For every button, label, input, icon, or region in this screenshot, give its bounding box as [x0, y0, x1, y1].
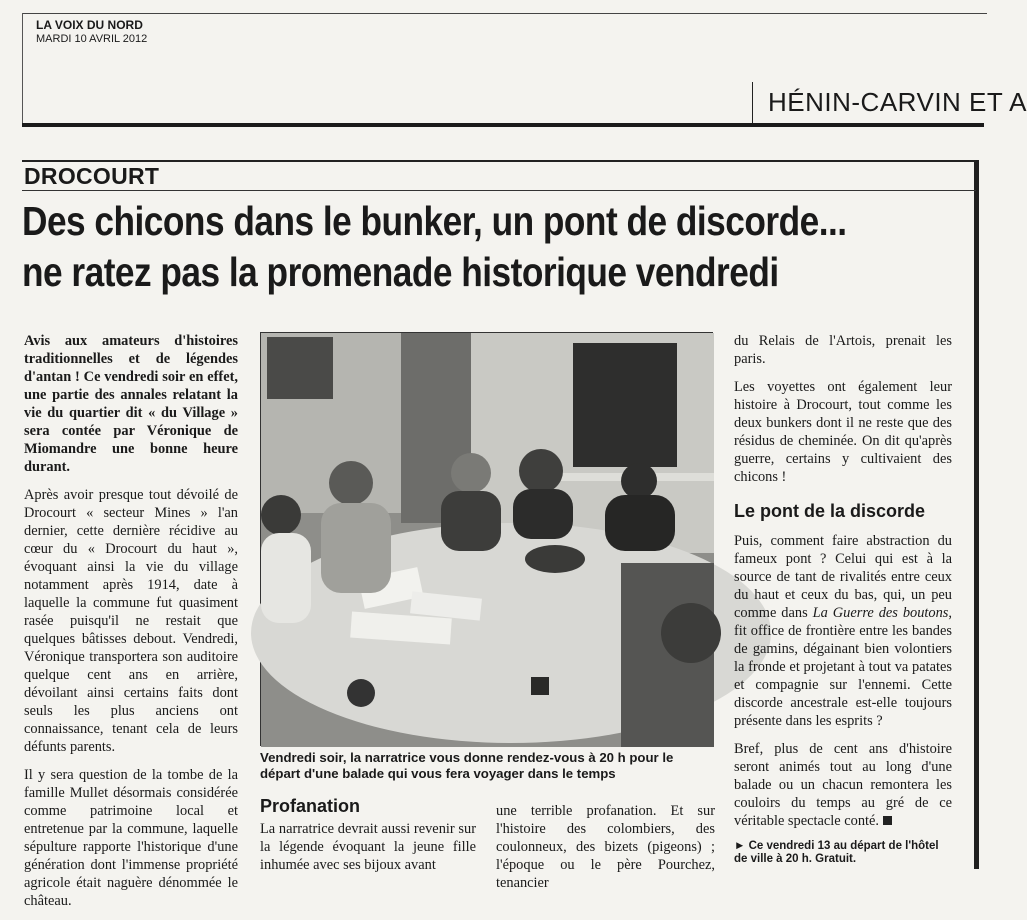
book-title: La Guerre des boutons — [812, 605, 949, 621]
kicker-rule-top — [22, 160, 976, 162]
photo-meeting-scene — [261, 333, 714, 747]
headline-line-2: ne ratez pas la promenade historique vendredi — [22, 249, 779, 295]
end-mark — [883, 816, 892, 825]
top-rule — [22, 13, 987, 14]
kicker-rule-bottom — [22, 190, 976, 191]
headline-line-1: Des chicons dans le bunker, un pont de discorde... — [22, 198, 847, 244]
left-rule — [22, 13, 23, 123]
right-column-bar — [974, 160, 979, 869]
subhead-profanation: Profanation — [260, 796, 361, 816]
photo-caption: Vendredi soir, la narratrice vous donne rendez-vous à 20 h pour le départ d'une balade qui vous fera voyager dans le temps — [260, 750, 674, 781]
photo — [260, 332, 713, 746]
subhead-pont: Le pont de la discorde — [734, 501, 926, 521]
masthead-date: MARDI 10 AVRIL 2012 — [36, 33, 148, 45]
headline — [22, 196, 847, 298]
practical-info: ► Ce vendredi 13 au départ de l'hôtel de ville à 20 h. Gratuit. — [734, 840, 939, 865]
column-2b: une terrible profanation. Et sur l'histoire des colombiers, des coulonneux, des bizets (pigeons) ; l'époque ou le père Pourchez, tenancier — [496, 803, 715, 891]
section-title: HÉNIN-CARVIN ET A — [768, 87, 1027, 117]
section-separator — [752, 82, 753, 124]
paragraph: Les voyettes ont également leur histoire à Drocourt, tout comme les deux bunkers dont il ne reste que des résidus de cheminée. On dit qu'après guerre, certains y cultivaient des chicons ! — [734, 379, 952, 485]
column-3 — [734, 332, 952, 866]
masthead-name: LA VOIX DU NORD — [36, 18, 143, 32]
paragraph: Puis, comment faire abstraction du fameux pont ? Celui qui est à la source de tant de rivalités entre ceux du haut et ceux du bas, qui, un peu comme dans La Guerre des boutons, fit office de frontière entre les bandes de gamins, dégainant bien volontiers la fronde et projetant à tout va patates et compagnie sur l'ennemi. Cette discorde ancestrale est-elle toujours présente dans les esprits ? — [734, 533, 952, 729]
lead-paragraph: Avis aux amateurs d'histoires traditionnelles et de légendes d'antan ! Ce vendredi soir en effet, une partie des annales relatant la vie du quartier dit « du Village » sera contée par Véronique de Miomandre une bonne heure durant. — [24, 333, 238, 475]
column-2a: La narratrice devrait aussi revenir sur la légende évoquant la jeune fille inhumée avec ses bijoux avant — [260, 821, 476, 873]
paragraph: Bref, plus de cent ans d'histoire seront animés tout au long d'une balade ou un chacun remontera les couloirs du temps au gré de ce véritable spectacle conté. — [734, 741, 952, 829]
paragraph: Il y sera question de la tombe de la famille Mullet désormais considérée comme patrimoine local et entretenue par la commune, laquelle sépulture rapporte l'historique d'une génération dont l'immense propriété agricole était naguère dénommée le château. — [24, 767, 238, 909]
kicker: DROCOURT — [24, 163, 160, 189]
header-rule — [22, 123, 984, 127]
paragraph: du Relais de l'Artois, prenait les paris. — [734, 333, 952, 367]
paragraph: Après avoir presque tout dévoilé de Drocourt « secteur Mines » l'an dernier, cette dernière récidive au cœur du « Drocourt du haut », évoquant ainsi la vie du village notamment après 1914, date à laquelle la commune fut quasiment rasée puisqu'il ne restait que quelques bâtisses debout. Vendredi, Véronique transportera son auditoire quelque cent ans en arrière, dévoilant ainsi certains faits dont seuls les plus anciens ont connaissance, tenant cela de leurs défunts parents. — [24, 487, 238, 755]
column-1 — [24, 332, 238, 920]
